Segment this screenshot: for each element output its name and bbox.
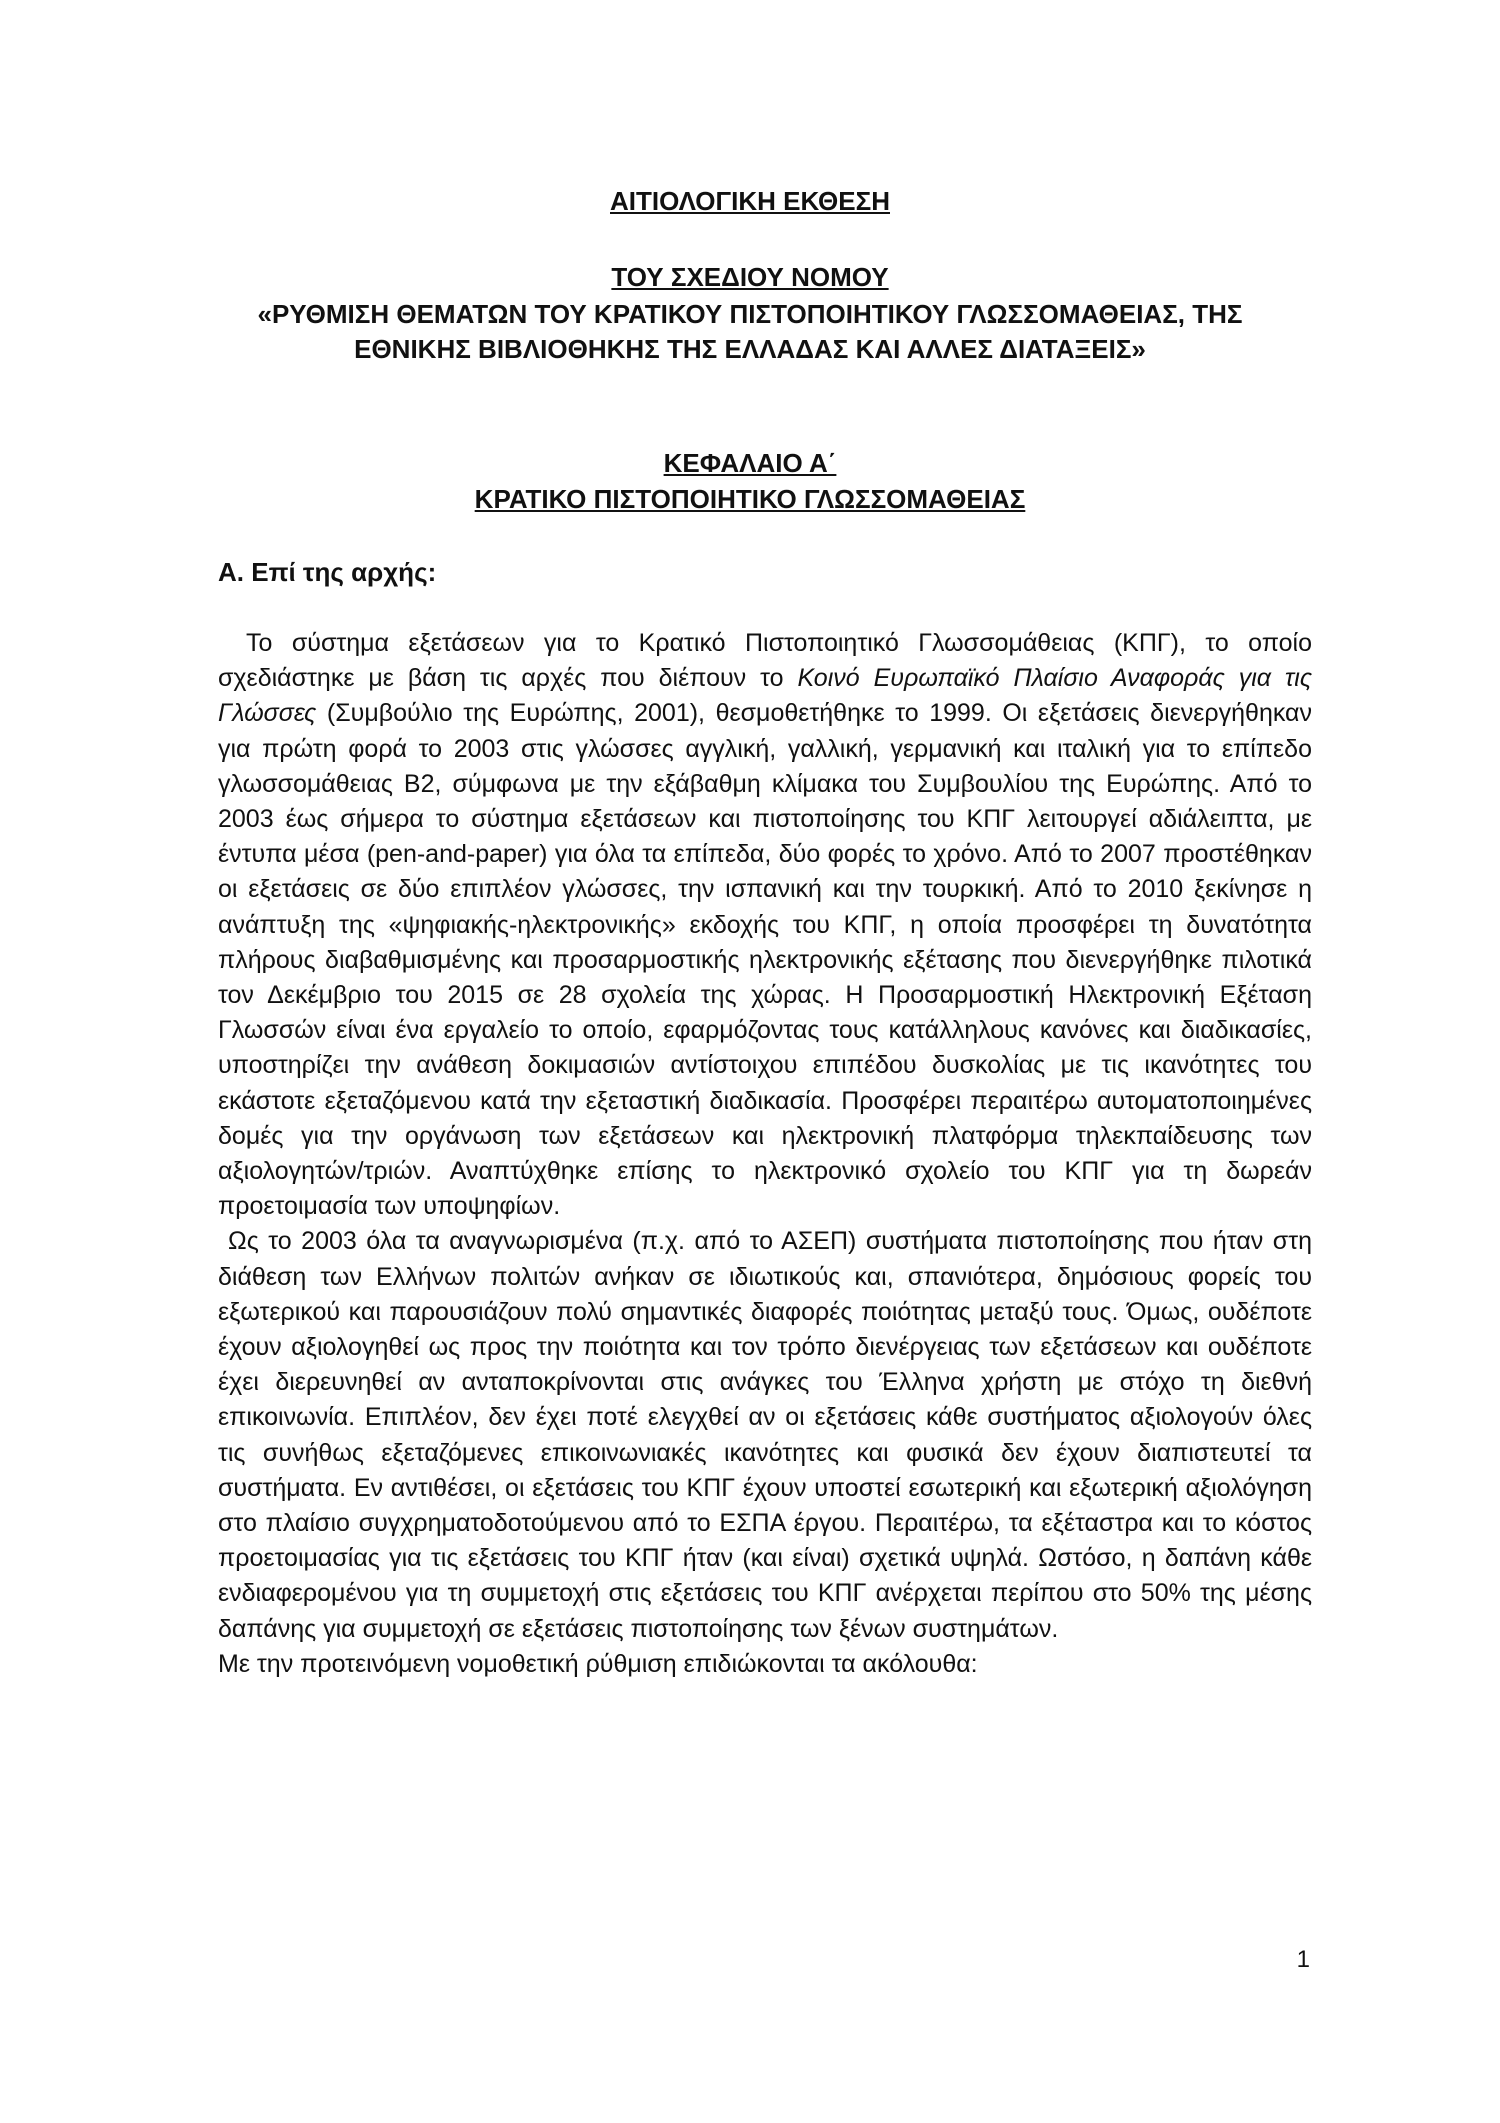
paragraph-1-italic-reference: Κοινό Ευρωπαϊκό Πλαίσιο Αναφοράς για τις Γλώσσες	[218, 664, 1312, 728]
paragraph-1-text-end: (Συμβούλιο της Ευρώπης, 2001), θεσμοθετήθηκε το 1999. Οι εξετάσεις διενεργήθηκαν για πρώτη φορά το 2003 στις γλώσσες αγγλική, γαλλική, γερμανική και ιταλική για το επίπεδο γλωσσομάθειας Β2, σύμφωνα με την εξάβαθμη κλίμακα του Συμβουλίου της Ευρώπης. Από το 2003 έως σήμερα το σύστημα εξετάσεων και πιστοποίησης του ΚΠΓ λειτουργεί αδιάλειπτα, με έντυπα μέσα (pen-and-paper) για όλα τα επίπεδα, δύο φορές το χρόνο. Από το 2007 προστέθηκαν οι εξετάσεις σε δύο επιπλέον γλώσσες, την ισπανική και την τουρκική. Από το 2010 ξεκίνησε η ανάπτυξη της «ψηφιακής-ηλεκτρονικής» εκδοχής του ΚΠΓ, η οποία προσφέρει τη δυνατότητα πλήρους διαβαθμισμένης και προσαρμοστικής ηλεκτρονικής εξέτασης που διενεργήθηκε πιλοτικά τον Δεκέμβριο του 2015 σε 28 σχολεία της χώρας. Η Προσαρμοστική Ηλεκτρονική Εξέταση Γλωσσών είναι ένα εργαλείο το οποίο, εφαρμόζοντας τους κατάλληλους κανόνες και διαδικασίες, υποστηρίζει την ανάθεση δοκιμασιών αντίστοιχου επιπέδου δυσκολίας με τις ικανότητες του εκάστοτε εξεταζόμενου κατά την εξεταστική διαδικασία. Προσφέρει περαιτέρω αυτοματοποιημένες δομές για την οργάνωση των εξετάσεων και ηλεκτρονική πλατφόρμα τηλεκπαίδευσης των αξιολογητών/τριών. Αναπτύχθηκε επίσης το ηλεκτρονικό σχολείο του ΚΠΓ για τη δωρεάν προετοιμασία των υποψηφίων.	[218, 699, 1312, 1221]
chapter-title: ΚΡΑΤΙΚΟ ΠΙΣΤΟΠΟΙΗΤΙΚΟ ΓΛΩΣΣΟΜΑΘΕΙΑΣ	[474, 484, 1026, 514]
body-text	[218, 626, 1312, 1682]
bill-title-line-1: «ΡΥΘΜΙΣΗ ΘΕΜΑΤΩΝ ΤΟΥ ΚΡΑΤΙΚΟΥ ΠΙΣΤΟΠΟΙΗΤΙΚΟΥ ΓΛΩΣΣΟΜΑΘΕΙΑΣ, ΤΗΣ	[257, 299, 1243, 329]
document-title: ΑΙΤΙΟΛΟΓΙΚΗ ΕΚΘΕΣΗ	[610, 186, 890, 216]
document-subtitle: ΤΟΥ ΣΧΕΔΙΟΥ ΝΟΜΟΥ	[611, 262, 889, 292]
chapter-label: ΚΕΦΑΛΑΙΟ Α΄	[663, 448, 837, 478]
section-heading: Α. Επί της αρχής:	[218, 557, 437, 587]
paragraph-2: Ως το 2003 όλα τα αναγνωρισμένα (π.χ. από το ΑΣΕΠ) συστήματα πιστοποίησης που ήταν στη διάθεση των Ελλήνων πολιτών ανήκαν σε ιδιωτικούς και, σπανιότερα, δημόσιους φορείς του εξωτερικού και παρουσιάζουν πολύ σημαντικές διαφορές ποιότητας μεταξύ τους. Όμως, ουδέποτε έχουν αξιολογηθεί ως προς την ποιότητα και τον τρόπο διενέργειας των εξετάσεων και ουδέποτε έχει διερευνηθεί αν ανταποκρίνονται στις ανάγκες του Έλληνα χρήστη με στόχο τη διεθνή επικοινωνία. Επιπλέον, δεν έχει ποτέ ελεγχθεί αν οι εξετάσεις κάθε συστήματος αξιολογούν όλες τις συνήθως εξεταζόμενες επικοινωνιακές ικανότητες και φυσικά δεν έχουν διαπιστευτεί τα συστήματα. Εν αντιθέσει, οι εξετάσεις του ΚΠΓ έχουν υποστεί εσωτερική και εξωτερική αξιολόγηση στο πλαίσιο συγχρηματοδοτούμενου από το ΕΣΠΑ έργου. Περαιτέρω, τα εξέταστρα και το κόστος προετοιμασίας για τις εξετάσεις του ΚΠΓ ήταν (και είναι) σχετικά υψηλά. Ωστόσο, η δαπάνη κάθε ενδιαφερομένου για τη συμμετοχή στις εξετάσεις του ΚΠΓ ανέρχεται περίπου στο 50% της μέσης δαπάνης για συμμετοχή σε εξετάσεις πιστοποίησης των ξένων συστημάτων.	[218, 1227, 1312, 1643]
bill-title-line-2: ΕΘΝΙΚΗΣ ΒΙΒΛΙΟΘΗΚΗΣ ΤΗΣ ΕΛΛΑΔΑΣ ΚΑΙ ΑΛΛΕΣ ΔΙΑΤΑΞΕΙΣ»	[354, 334, 1146, 364]
paragraph-1	[218, 626, 1312, 1224]
page-number: 1	[1296, 1946, 1310, 1973]
paragraph-3: Με την προτεινόμενη νομοθετική ρύθμιση επιδιώκονται τα ακόλουθα:	[218, 1649, 978, 1678]
paragraph-1-text-start: Το σύστημα εξετάσεων για το Κρατικό Πιστοποιητικό Γλωσσομάθειας (ΚΠΓ), το οποίο σχεδιάστηκε με βάση τις αρχές που διέπουν το	[218, 629, 1312, 693]
